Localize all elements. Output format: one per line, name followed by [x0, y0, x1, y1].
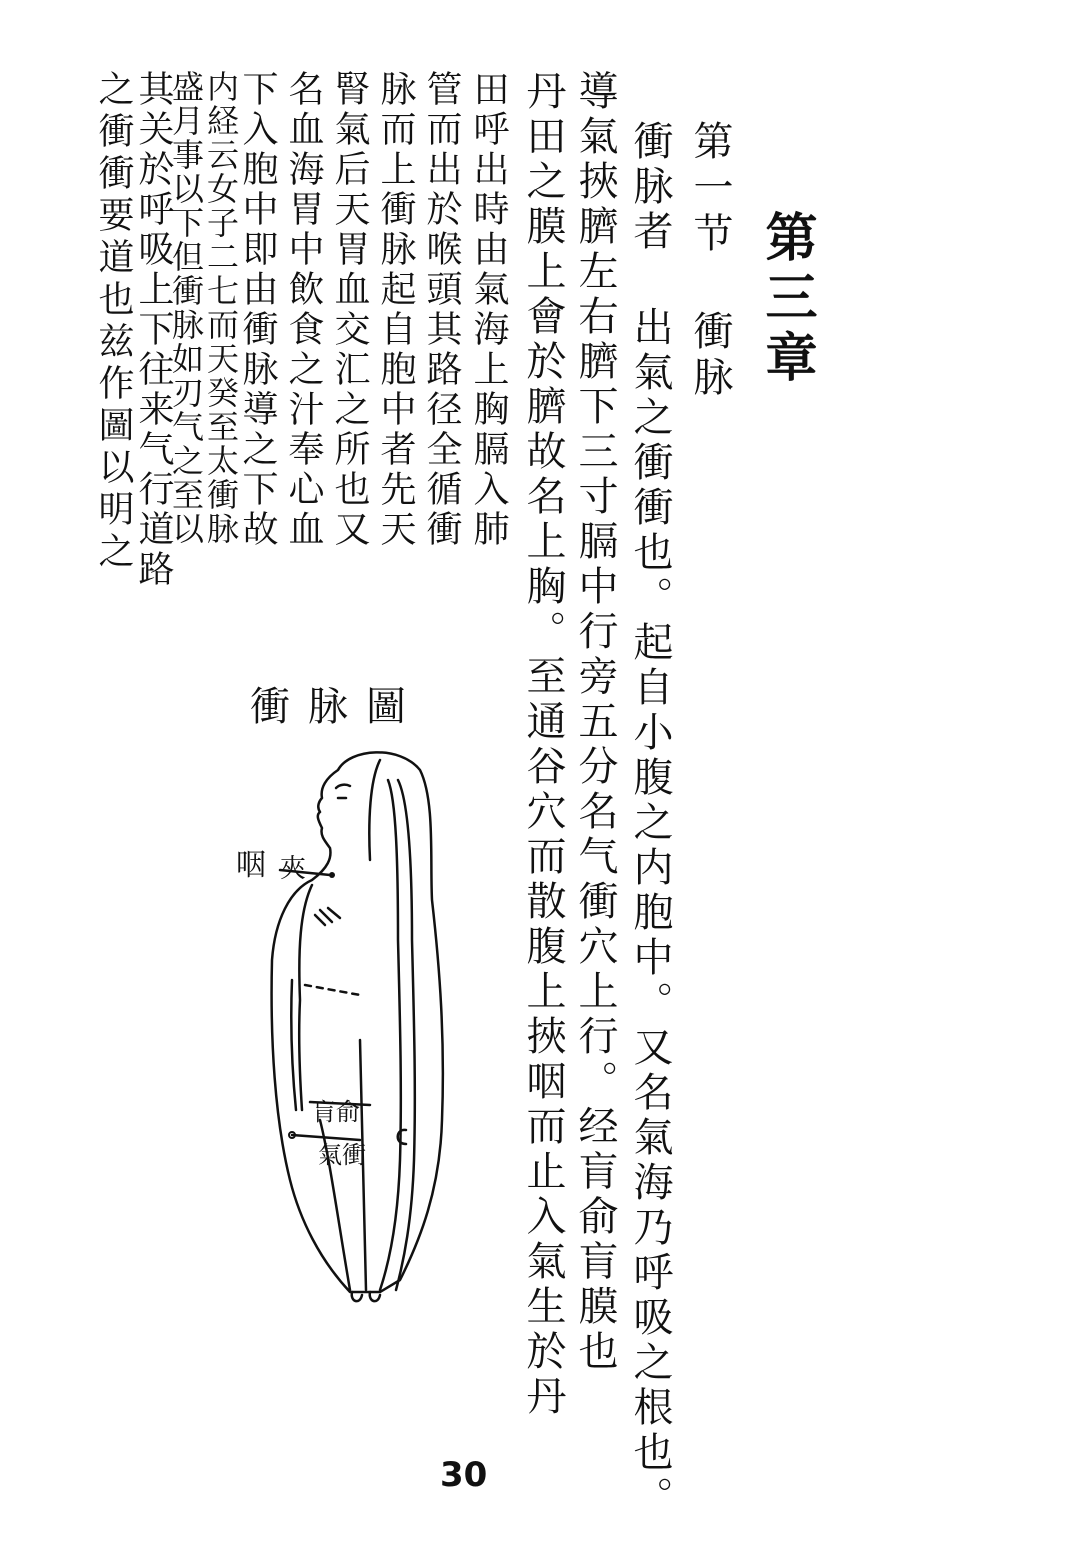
- text-column-12: 其关於呼吸上下往来气行道路: [133, 70, 174, 590]
- chapter-title: 第三章: [756, 210, 817, 390]
- text-column-13: 之衝衝要道也兹作圖以明之: [93, 70, 134, 574]
- page-number: 30: [440, 1455, 488, 1495]
- label-upper-point: 肓俞: [312, 1098, 360, 1126]
- text-column-5: 管而出於喉頭其路径全循衝: [421, 70, 462, 550]
- section-title: 第一节 衝脉: [687, 120, 733, 402]
- text-column-11: 盛月事以下但衝脉如刃气之至以: [167, 70, 205, 546]
- text-column-2: 導氣挾臍左右臍下三寸膈中行旁五分名气衝穴上行。经肓俞肓膜也: [572, 70, 618, 1375]
- label-lower-point: 氣衝: [318, 1141, 366, 1169]
- text-column-9: 下入胞中即由衝脉導之下故: [237, 70, 278, 550]
- figure-caption: 衝脉圖: [250, 684, 424, 730]
- text-column-4: 田呼出時由氣海上胸膈入肺: [468, 70, 509, 550]
- label-throat: 咽: [236, 848, 266, 883]
- text-column-7: 腎氣后天胃血交汇之所也又: [329, 70, 370, 550]
- label-throat-point: 夾: [280, 854, 307, 884]
- text-column-6: 脉而上衝脉起自胞中者先天: [375, 70, 416, 550]
- text-column-10: 内経云女子二七而天癸至太衝脉: [202, 70, 240, 546]
- text-column-3: 丹田之膜上會於臍故名上胸。至通谷穴而散腹上挾咽而止入氣生於丹: [520, 70, 566, 1420]
- chong-meridian-figure: [220, 740, 480, 1310]
- text-column-1: 衝脉者 出氣之衝衝也。起自小腹之内胞中。又名氣海乃呼吸之根也。: [627, 120, 673, 1521]
- text-column-8: 名血海胃中飲食之汁奉心血: [283, 70, 324, 550]
